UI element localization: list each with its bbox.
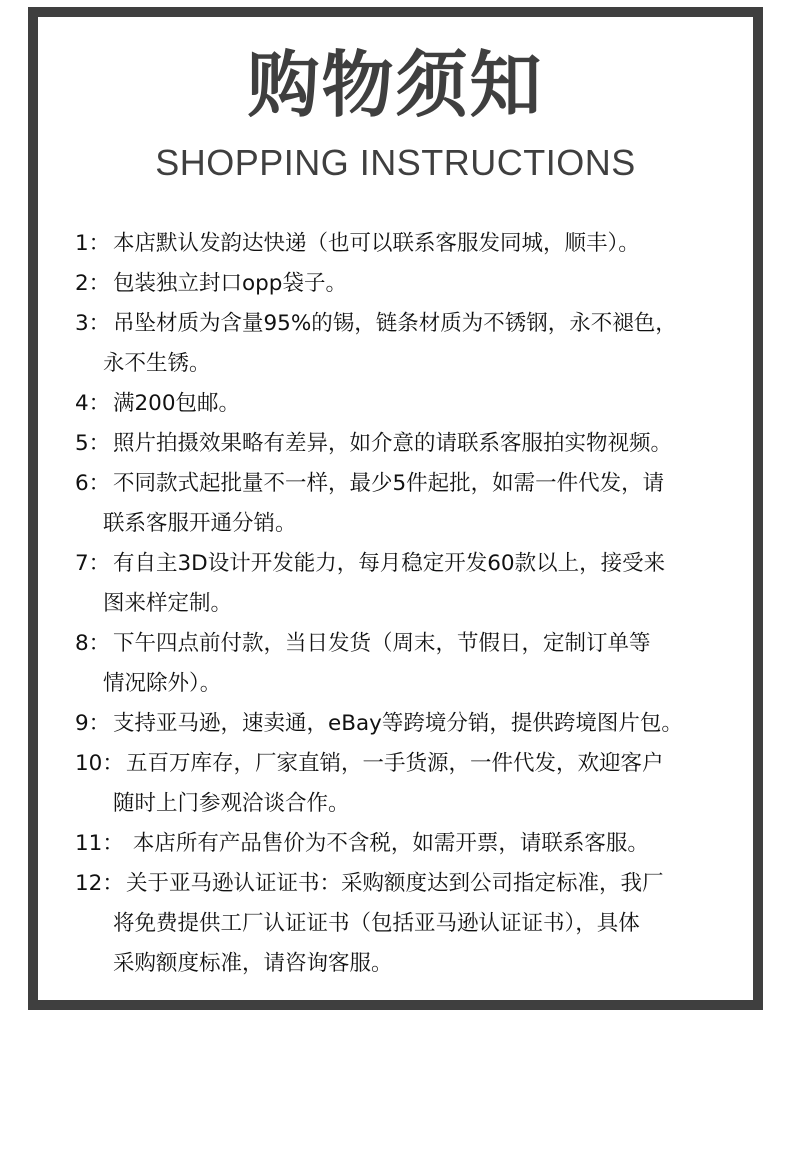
item-text-continued: 情况除外）。	[103, 671, 222, 696]
page-subtitle: SHOPPING INSTRUCTIONS	[155, 142, 636, 183]
list-item	[75, 424, 745, 464]
item-number: 5：	[75, 431, 111, 456]
list-item	[75, 704, 745, 744]
item-number: 1：	[75, 231, 111, 256]
list-item	[75, 384, 745, 424]
item-text: 满200包邮。	[113, 391, 241, 416]
item-text: 本店默认发韵达快递（也可以联系客服发同城，顺丰）。	[113, 231, 640, 256]
item-number: 2：	[75, 271, 111, 296]
item-text-continued: 联系客服开通分销。	[103, 511, 297, 536]
item-text-continued: 采购额度标准，请咨询客服。	[113, 951, 393, 976]
list-item	[75, 464, 745, 544]
list-item	[75, 824, 745, 864]
item-number: 3：	[75, 311, 111, 336]
instructions-card	[28, 7, 763, 1010]
item-text: 吊坠材质为含量95%的锡，链条材质为不锈钢，永不褪色，	[113, 311, 677, 336]
item-text: 支持亚马逊，速卖通，eBay等跨境分销，提供跨境图片包。	[113, 711, 683, 736]
item-number: 10：	[75, 751, 124, 776]
item-number: 11：	[75, 831, 124, 856]
item-text: 五百万库存，厂家直销，一手货源，一件代发，欢迎客户	[126, 751, 664, 776]
item-text: 照片拍摄效果略有差异，如介意的请联系客服拍实物视频。	[113, 431, 673, 456]
item-number: 4：	[75, 391, 111, 416]
list-item	[75, 544, 745, 624]
item-number: 9：	[75, 711, 111, 736]
page-title: 购物须知	[247, 43, 544, 127]
list-item	[75, 624, 745, 704]
item-text: 本店所有产品售价为不含税，如需开票，请联系客服。	[126, 831, 649, 856]
item-text-continued: 将免费提供工厂认证证书（包括亚马逊认证证书），具体	[113, 911, 640, 936]
list-item	[75, 744, 745, 824]
instructions-list	[75, 224, 745, 984]
item-number: 7：	[75, 551, 111, 576]
item-text-continued: 图来样定制。	[103, 591, 233, 616]
item-text: 不同款式起批量不一样，最少5件起批，如需一件代发，请	[113, 471, 665, 496]
item-number: 6：	[75, 471, 111, 496]
item-text: 下午四点前付款，当日发货（周末，节假日，定制订单等	[113, 631, 651, 656]
item-text-continued: 随时上门参观洽谈合作。	[113, 791, 350, 816]
list-item	[75, 304, 745, 384]
item-text: 有自主3D设计开发能力，每月稳定开发60款以上，接受来	[113, 551, 666, 576]
list-item	[75, 264, 745, 304]
item-number: 12：	[75, 871, 124, 896]
item-text: 关于亚马逊认证证书：采购额度达到公司指定标准，我厂	[126, 871, 664, 896]
item-text: 包装独立封口opp袋子。	[113, 271, 347, 296]
list-item	[75, 864, 745, 984]
item-text-continued: 永不生锈。	[103, 351, 211, 376]
item-number: 8：	[75, 631, 111, 656]
list-item	[75, 224, 745, 264]
